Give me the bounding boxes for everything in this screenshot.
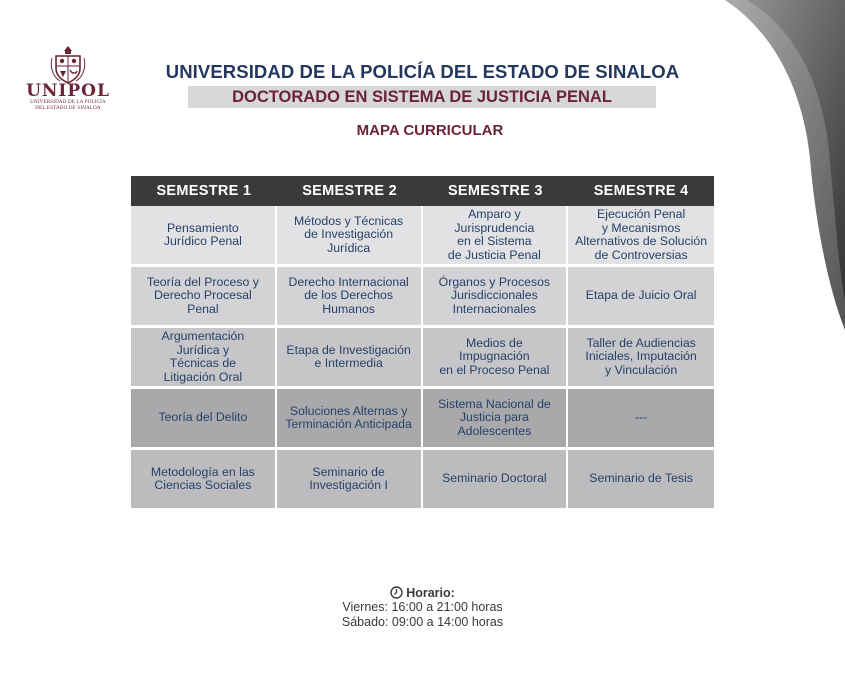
- course-cell: Sistema Nacional de Justicia para Adolescentes: [423, 389, 569, 450]
- logo-wordmark: UNIPOL: [26, 81, 110, 101]
- table-row: [131, 206, 714, 267]
- course-cell: Etapa de Juicio Oral: [568, 267, 714, 328]
- section-title: MAPA CURRICULAR: [356, 122, 504, 139]
- decorative-corner-swoosh: [725, 0, 845, 330]
- schedule-line-friday: Viernes: 16:00 a 21:00 horas: [342, 600, 503, 614]
- crest-icon: [50, 44, 86, 84]
- semester-header-1: SEMESTRE 1: [131, 176, 277, 206]
- course-cell: Derecho Internacional de los Derechos Humanos: [277, 267, 423, 328]
- course-cell: Órganos y Procesos Jurisdiccionales Internacionales: [423, 267, 569, 328]
- course-cell: ---: [568, 389, 714, 450]
- course-cell: Argumentación Jurídica y Técnicas de Litigación Oral: [131, 328, 277, 389]
- program-subtitle: DOCTORADO EN SISTEMA DE JUSTICIA PENAL: [188, 86, 656, 108]
- course-cell: Teoría del Delito: [131, 389, 277, 450]
- curriculum-table: [131, 176, 714, 511]
- semester-header-4: SEMESTRE 4: [568, 176, 714, 206]
- semester-header-3: SEMESTRE 3: [423, 176, 569, 206]
- course-cell: Métodos y Técnicas de Investigación Jurídica: [277, 206, 423, 267]
- course-cell: Seminario de Investigación I: [277, 450, 423, 511]
- course-cell: Pensamiento Jurídico Penal: [131, 206, 277, 267]
- course-cell: Seminario Doctoral: [423, 450, 569, 511]
- semester-header-2: SEMESTRE 2: [277, 176, 423, 206]
- schedule-heading: [300, 586, 545, 600]
- course-cell: Medios de Impugnación en el Proceso Penal: [423, 328, 569, 389]
- course-cell: Etapa de Investigación e Intermedia: [277, 328, 423, 389]
- course-cell: Amparo y Jurisprudencia en el Sistema de Justicia Penal: [423, 206, 569, 267]
- schedule-title: Horario:: [406, 586, 455, 600]
- schedule-block: [300, 586, 545, 630]
- course-cell: Soluciones Alternas y Terminación Anticipada: [277, 389, 423, 450]
- table-row: [131, 328, 714, 389]
- table-header-row: [131, 176, 714, 206]
- course-cell: Metodología en las Ciencias Sociales: [131, 450, 277, 511]
- course-cell: Ejecución Penal y Mecanismos Alternativos de Solución de Controversias: [568, 206, 714, 267]
- table-row: [131, 267, 714, 328]
- table-row: [131, 450, 714, 511]
- clock-icon: [390, 586, 403, 599]
- page-title: UNIVERSIDAD DE LA POLICÍA DEL ESTADO DE SINALOA: [165, 61, 680, 82]
- course-cell: Seminario de Tesis: [568, 450, 714, 511]
- unipol-logo: [22, 44, 114, 112]
- table-row: [131, 389, 714, 450]
- course-cell: Taller de Audiencias Iniciales, Imputación y Vinculación: [568, 328, 714, 389]
- schedule-line-saturday: Sábado: 09:00 a 14:00 horas: [341, 615, 504, 629]
- course-cell: Teoría del Proceso y Derecho Procesal Penal: [131, 267, 277, 328]
- logo-subtext-2: DEL ESTADO DE SINALOA: [35, 106, 101, 111]
- logo-subtext-1: UNIVERSIDAD DE LA POLICÍA: [30, 100, 106, 105]
